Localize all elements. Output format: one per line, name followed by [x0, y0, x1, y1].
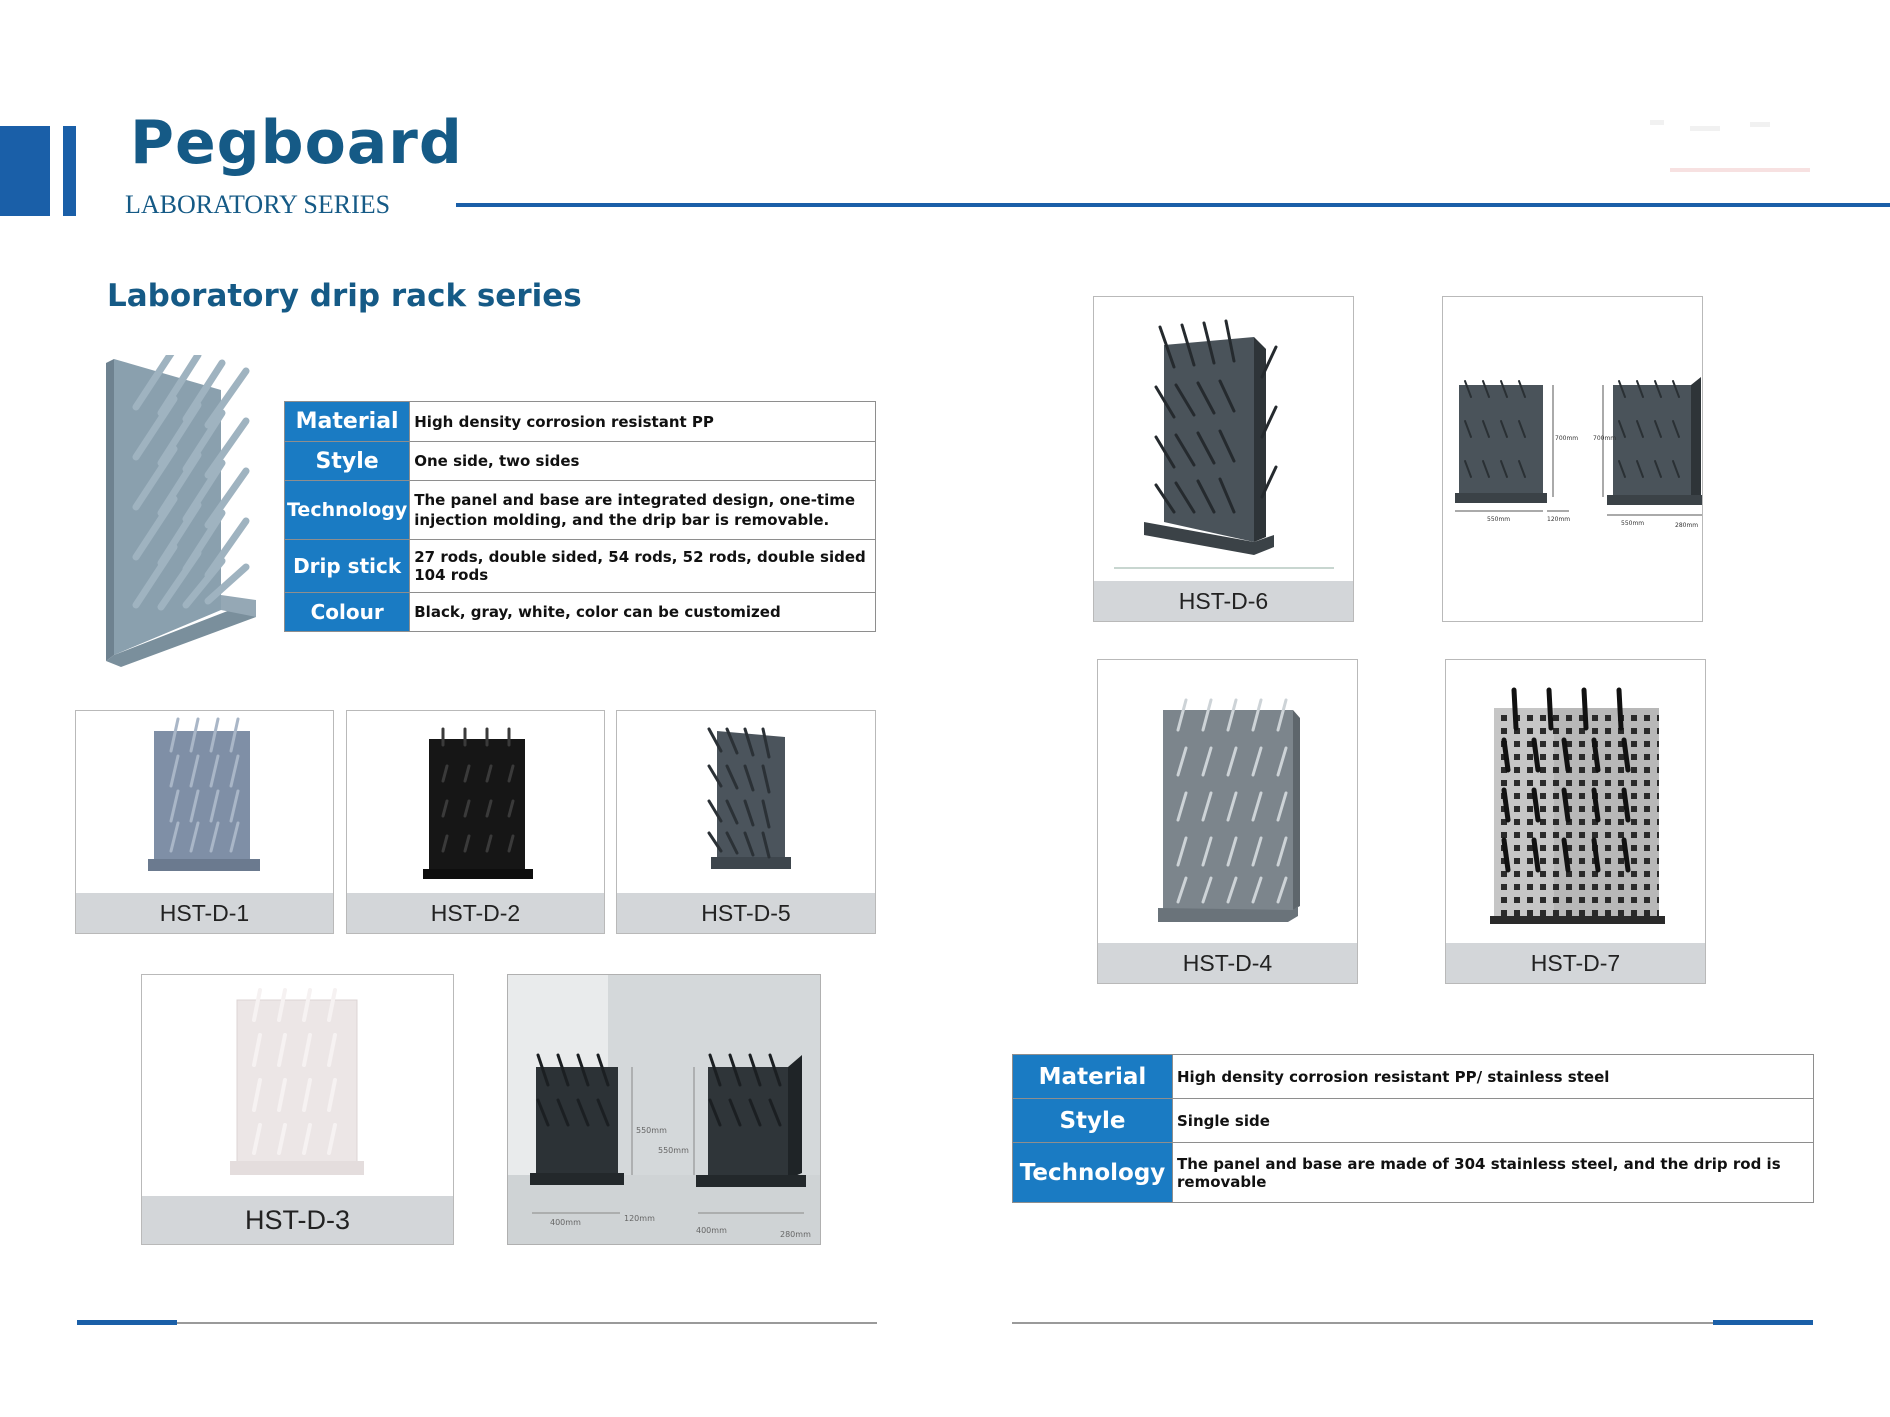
product-card-hst-d-6[interactable]: [1093, 296, 1354, 622]
spec-key: Material: [1013, 1055, 1173, 1099]
spec-key: Material: [285, 402, 410, 442]
header-accent-bar: [0, 126, 50, 216]
product-label: HST-D-6: [1094, 581, 1353, 621]
dimension-photo-image: [508, 975, 821, 1245]
product-card-hst-d-7[interactable]: [1445, 659, 1706, 984]
spec-value: One side, two sides: [410, 442, 876, 481]
spec-row-drip-stick: [285, 540, 876, 593]
header-accent-bar-thin: [63, 126, 76, 216]
dimension-label: 120mm: [1547, 516, 1571, 523]
spec-table-stainless: [1012, 1054, 1814, 1203]
product-card-hst-d-2[interactable]: [346, 710, 605, 934]
spec-row-material: [285, 402, 876, 442]
hero-drip-rack-image: [96, 355, 266, 670]
spec-row-colour: [285, 593, 876, 632]
product-image-hst-d-6: [1094, 297, 1354, 622]
dimension-label: 700mm: [1593, 435, 1617, 442]
spec-key: Colour: [285, 593, 410, 632]
spec-value: The panel and base are integrated design, one-time injection molding, and the drip bar is removable.: [410, 481, 876, 540]
footer-accent-right: [1713, 1320, 1813, 1325]
spec-row-style: [285, 442, 876, 481]
product-label: HST-D-1: [76, 893, 333, 933]
product-image-hst-d-7: [1446, 660, 1706, 984]
product-image-hst-d-4: [1098, 660, 1358, 984]
spec-row-technology: [285, 481, 876, 540]
spec-value: Black, gray, white, color can be customized: [410, 593, 876, 632]
dimension-label: 550mm: [1487, 516, 1511, 523]
dimension-label: 400mm: [696, 1226, 727, 1235]
dimension-label: 280mm: [1675, 522, 1699, 529]
footer-divider-left: [77, 1322, 877, 1324]
product-card-hst-d-1[interactable]: [75, 710, 334, 934]
footer-accent-left: [77, 1320, 177, 1325]
spec-key: Style: [285, 442, 410, 481]
product-label: HST-D-5: [617, 893, 875, 933]
product-label: HST-D-3: [142, 1196, 453, 1244]
spec-value: High density corrosion resistant PP: [410, 402, 876, 442]
spec-table-pp: [284, 401, 876, 632]
spec-key: Technology: [285, 481, 410, 540]
footer-divider-right: [1012, 1322, 1812, 1324]
product-label: HST-D-4: [1098, 943, 1357, 983]
dimension-label: 550mm: [658, 1146, 689, 1155]
brand-logo-watermark: [1630, 112, 1830, 182]
spec-value: 27 rods, double sided, 54 rods, 52 rods, double sided 104 rods: [410, 540, 876, 593]
spec-row-material: [1013, 1055, 1814, 1099]
dimension-label: 550mm: [636, 1126, 667, 1135]
product-card-hst-d-5[interactable]: [616, 710, 876, 934]
spec-key: Style: [1013, 1099, 1173, 1143]
dimension-label: 550mm: [1621, 520, 1645, 527]
spec-row-technology: [1013, 1143, 1814, 1203]
spec-key: Technology: [1013, 1143, 1173, 1203]
product-card-hst-d-3[interactable]: [141, 974, 454, 1245]
dimension-card-hst-d-6: [1442, 296, 1703, 622]
spec-value: Single side: [1173, 1099, 1814, 1143]
product-card-hst-d-4[interactable]: [1097, 659, 1358, 984]
product-label: HST-D-7: [1446, 943, 1705, 983]
page-subtitle: LABORATORY SERIES: [125, 190, 391, 219]
dimension-label: 400mm: [550, 1218, 581, 1227]
dimension-photo-pp: [507, 974, 821, 1245]
product-label: HST-D-2: [347, 893, 604, 933]
header-divider: [456, 203, 1890, 207]
section-title: Laboratory drip rack series: [107, 278, 582, 314]
dimension-label: 700mm: [1555, 435, 1579, 442]
spec-row-style: [1013, 1099, 1814, 1143]
dimension-label: 280mm: [780, 1230, 811, 1239]
dimension-label: 120mm: [624, 1214, 655, 1223]
page-title: Pegboard: [130, 108, 463, 178]
spec-value: The panel and base are made of 304 stainless steel, and the drip rod is removable: [1173, 1143, 1814, 1203]
spec-key: Drip stick: [285, 540, 410, 593]
dimension-diagram-hst-d-6: [1443, 297, 1703, 622]
spec-value: High density corrosion resistant PP/ stainless steel: [1173, 1055, 1814, 1099]
